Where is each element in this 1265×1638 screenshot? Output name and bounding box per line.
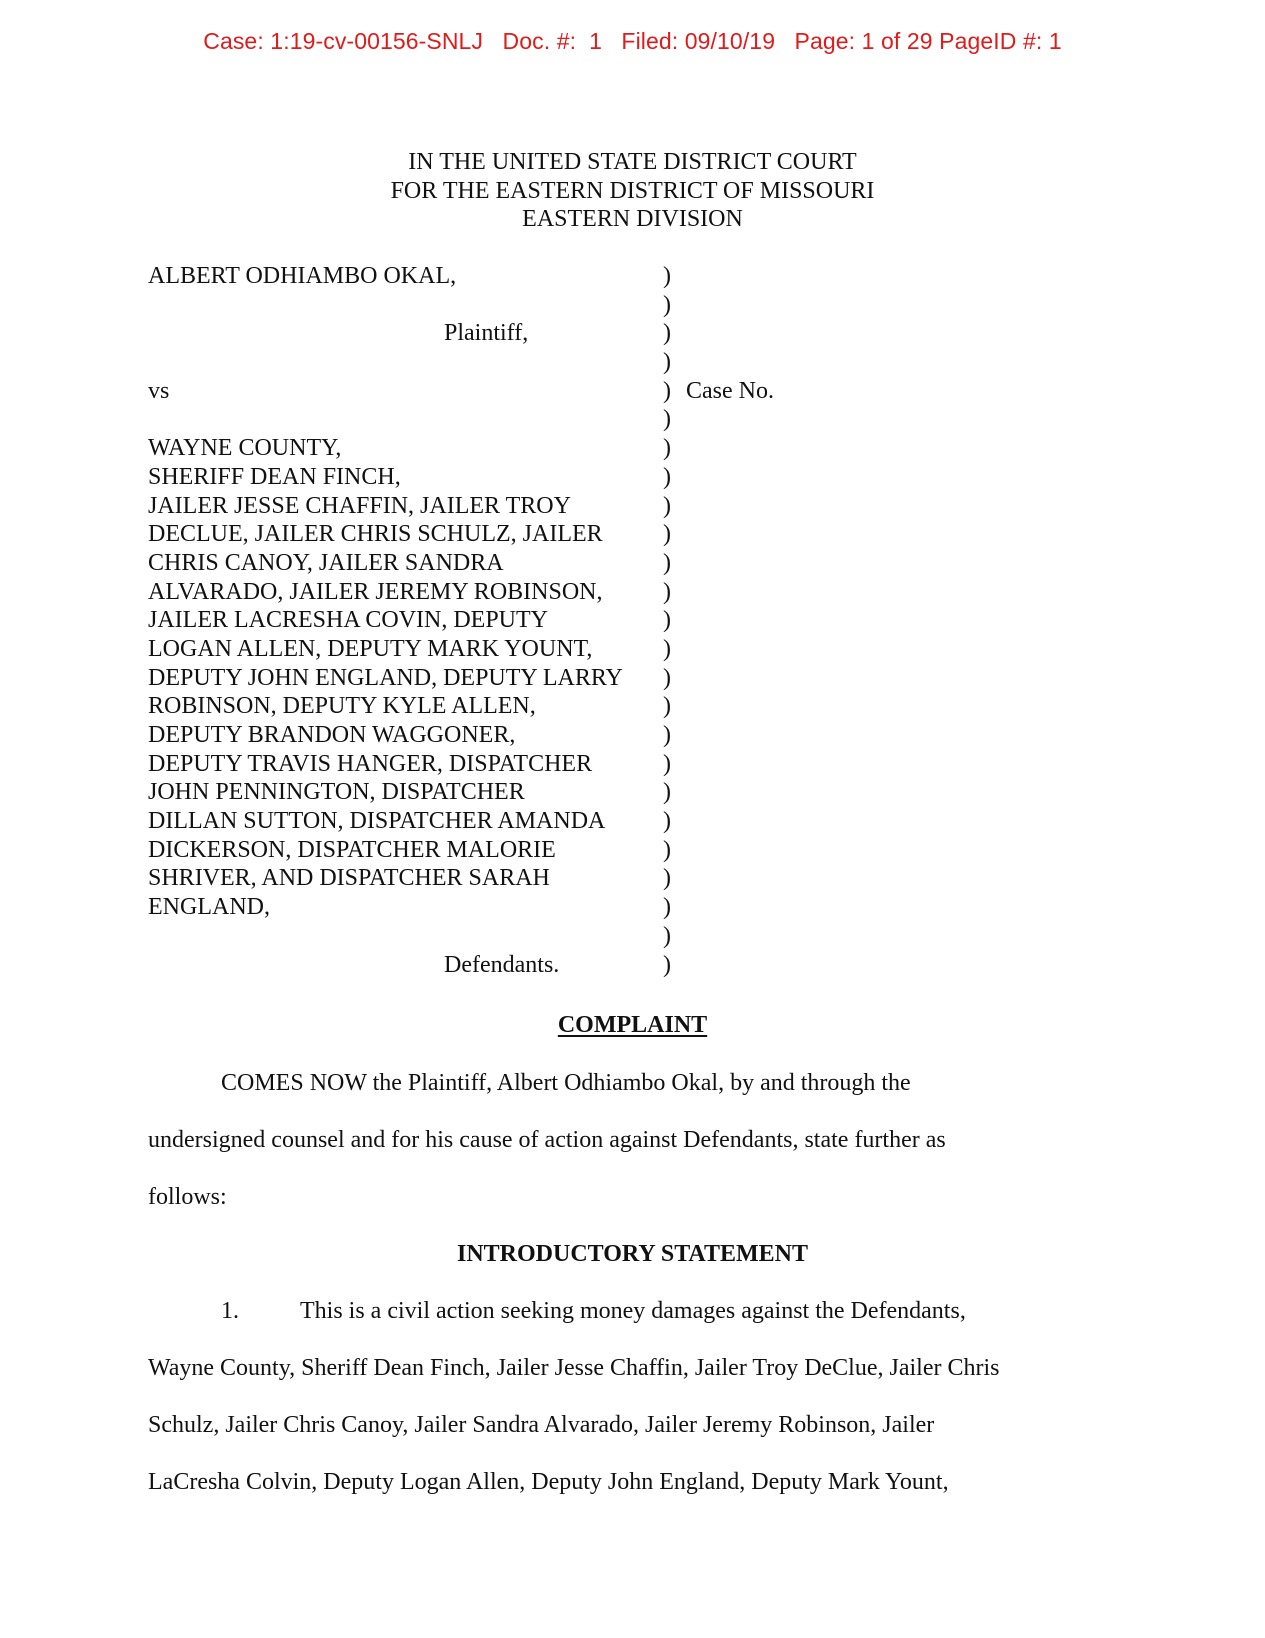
- court-heading-line: FOR THE EASTERN DISTRICT OF MISSOURI: [390, 177, 875, 204]
- defendant-line: DICKERSON, DISPATCHER MALORIE: [148, 836, 556, 863]
- plaintiff-role: Plaintiff,: [444, 320, 529, 347]
- caption-paren: ): [663, 320, 671, 347]
- caption-paren: ): [663, 349, 671, 376]
- caption-paren: ): [663, 722, 671, 748]
- defendant-line: JAILER JESSE CHAFFIN, JAILER TROY: [148, 492, 571, 519]
- caption-paren: ): [663, 521, 671, 548]
- defendant-line: CHRIS CANOY, JAILER SANDRA: [148, 549, 504, 576]
- caption-paren: ): [663, 894, 671, 921]
- defendant-line: DECLUE, JAILER CHRIS SCHULZ, JAILER: [148, 521, 603, 548]
- defendant-role: Defendants.: [444, 951, 560, 978]
- caption-paren: ): [663, 750, 671, 777]
- caption-paren: ): [663, 836, 671, 863]
- caption-paren: ): [663, 779, 671, 806]
- caption-paren: ): [663, 377, 671, 404]
- paragraph-line: Wayne County, Sheriff Dean Finch, Jailer Jesse Chaffin, Jailer Troy DeClue, Jailer Chris: [148, 1355, 1000, 1381]
- caption-paren: ): [663, 549, 671, 576]
- caption-paren: ): [663, 808, 671, 835]
- defendant-line: DILLAN SUTTON, DISPATCHER AMANDA: [148, 808, 606, 835]
- defendant-line: WAYNE COUNTY,: [148, 435, 342, 462]
- court-heading-line: EASTERN DIVISION: [522, 206, 743, 232]
- defendant-line: SHERIFF DEAN FINCH,: [148, 463, 401, 490]
- defendant-line: SHRIVER, AND DISPATCHER SARAH: [148, 865, 550, 892]
- caption-paren: ): [663, 435, 671, 462]
- caption-paren: ): [663, 492, 671, 519]
- complaint-title: COMPLAINT: [557, 1012, 708, 1038]
- defendant-line: DEPUTY JOHN ENGLAND, DEPUTY LARRY: [148, 664, 623, 691]
- court-heading-line: IN THE UNITED STATE DISTRICT COURT: [408, 149, 857, 175]
- caption-paren: ): [663, 463, 671, 490]
- defendant-line: DEPUTY TRAVIS HANGER, DISPATCHER: [148, 750, 593, 777]
- caption-paren: ): [663, 263, 671, 289]
- paragraph-line: LaCresha Colvin, Deputy Logan Allen, Deputy John England, Deputy Mark Yount,: [148, 1469, 949, 1495]
- versus-label: vs: [148, 377, 170, 404]
- defendant-line: DEPUTY BRANDON WAGGONER,: [148, 722, 516, 748]
- ecf-header-stamp: Case: 1:19-cv-00156-SNLJ Doc. #: 1 Filed: 09/10/19 Page: 1 of 29 PageID #: 1: [203, 28, 1062, 54]
- defendant-line: ALVARADO, JAILER JEREMY ROBINSON,: [148, 578, 603, 605]
- defendant-line: JOHN PENNINGTON, DISPATCHER: [148, 779, 525, 806]
- case-number-label: Case No.: [686, 377, 774, 404]
- court-heading: [0, 148, 1265, 234]
- intro-line: undersigned counsel and for his cause of action against Defendants, state further as: [148, 1127, 946, 1153]
- caption-paren: ): [663, 607, 671, 634]
- intro-line: follows:: [148, 1184, 227, 1210]
- caption-paren: ): [663, 664, 671, 691]
- defendant-line: ROBINSON, DEPUTY KYLE ALLEN,: [148, 693, 536, 720]
- caption-paren: ): [663, 291, 671, 318]
- caption-paren: ): [663, 406, 671, 433]
- caption-paren: ): [663, 578, 671, 605]
- section-title: INTRODUCTORY STATEMENT: [457, 1241, 808, 1267]
- defendant-line: JAILER LACRESHA COVIN, DEPUTY: [148, 607, 549, 634]
- defendant-line: ENGLAND,: [148, 894, 270, 921]
- caption-paren: ): [663, 865, 671, 892]
- caption-paren: ): [663, 635, 671, 662]
- caption-paren: ): [663, 951, 671, 978]
- plaintiff-name: ALBERT ODHIAMBO OKAL,: [148, 263, 457, 289]
- caption-paren: ): [663, 693, 671, 720]
- paragraph-line: This is a civil action seeking money damages against the Defendants,: [300, 1298, 966, 1324]
- intro-line: COMES NOW the Plaintiff, Albert Odhiambo Okal, by and through the: [221, 1070, 911, 1096]
- caption-paren: ): [663, 922, 671, 949]
- paragraph-number: 1.: [221, 1298, 239, 1324]
- paragraph-line: Schulz, Jailer Chris Canoy, Jailer Sandra Alvarado, Jailer Jeremy Robinson, Jailer: [148, 1412, 935, 1438]
- defendant-line: LOGAN ALLEN, DEPUTY MARK YOUNT,: [148, 635, 593, 662]
